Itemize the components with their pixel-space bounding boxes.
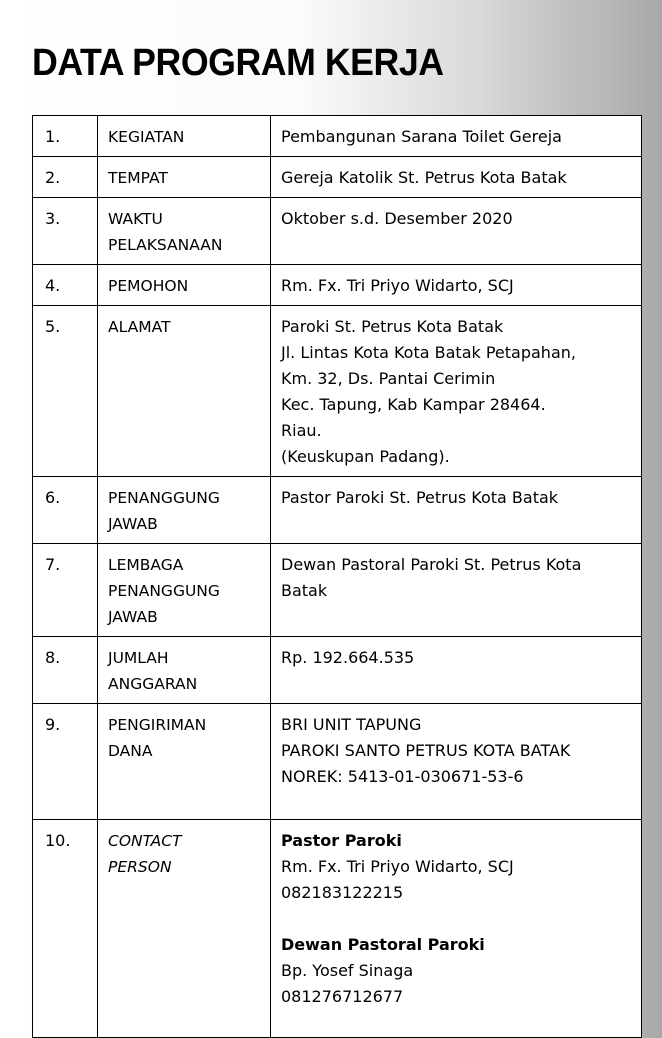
table-row [33,544,642,637]
table-row [33,306,642,477]
row-label: JUMLAH ANGGARAN [98,637,271,704]
table-row [33,637,642,704]
row-number: 1. [33,116,98,157]
table-row [33,265,642,306]
pastor-name: Rm. Fx. Tri Priyo Widarto, SCJ [281,857,514,876]
row-value: Rp. 192.664.535 [271,637,642,704]
dewan-heading: Dewan Pastoral Paroki [281,935,485,954]
row-number: 2. [33,157,98,198]
row-value: Pembangunan Sarana Toilet Gereja [271,116,642,157]
table-row [33,157,642,198]
row-value: BRI UNIT TAPUNG PAROKI SANTO PETRUS KOTA BATAK NOREK: 5413-01-030671-53-6 [271,704,642,820]
row-number: 10. [33,820,98,1038]
table-row [33,116,642,157]
row-number: 9. [33,704,98,820]
row-number: 3. [33,198,98,265]
pastor-phone: 082183122215 [281,883,404,902]
row-number: 7. [33,544,98,637]
row-value: Paroki St. Petrus Kota Batak Jl. Lintas Kota Kota Batak Petapahan, Km. 32, Ds. Pantai Cerimin Kec. Tapung, Kab Kampar 28464. Riau. (Keuskupan Padang). [271,306,642,477]
row-label: WAKTU PELAKSANAAN [98,198,271,265]
spacer [281,906,633,932]
pastor-heading: Pastor Paroki [281,831,402,850]
dewan-phone: 081276712677 [281,987,404,1006]
row-value: Dewan Pastoral Paroki St. Petrus Kota Batak [271,544,642,637]
table-row [33,704,642,820]
table-row [33,477,642,544]
row-number: 6. [33,477,98,544]
row-number: 4. [33,265,98,306]
table-row [33,198,642,265]
page-title: DATA PROGRAM KERJA [32,42,444,84]
row-label: PEMOHON [98,265,271,306]
row-value: Oktober s.d. Desember 2020 [271,198,642,265]
row-label: PENGIRIMAN DANA [98,704,271,820]
program-table [32,115,642,1038]
row-value: Gereja Katolik St. Petrus Kota Batak [271,157,642,198]
row-number: 5. [33,306,98,477]
table-row-contact [33,820,642,1038]
row-label: PENANGGUNG JAWAB [98,477,271,544]
row-number: 8. [33,637,98,704]
row-label: TEMPAT [98,157,271,198]
row-value: Rm. Fx. Tri Priyo Widarto, SCJ [271,265,642,306]
row-label: ALAMAT [98,306,271,477]
dewan-name: Bp. Yosef Sinaga [281,961,414,980]
contact-value [271,820,642,1038]
row-label: LEMBAGA PENANGGUNG JAWAB [98,544,271,637]
row-label: KEGIATAN [98,116,271,157]
row-value: Pastor Paroki St. Petrus Kota Batak [271,477,642,544]
row-label: CONTACT PERSON [98,820,271,1038]
